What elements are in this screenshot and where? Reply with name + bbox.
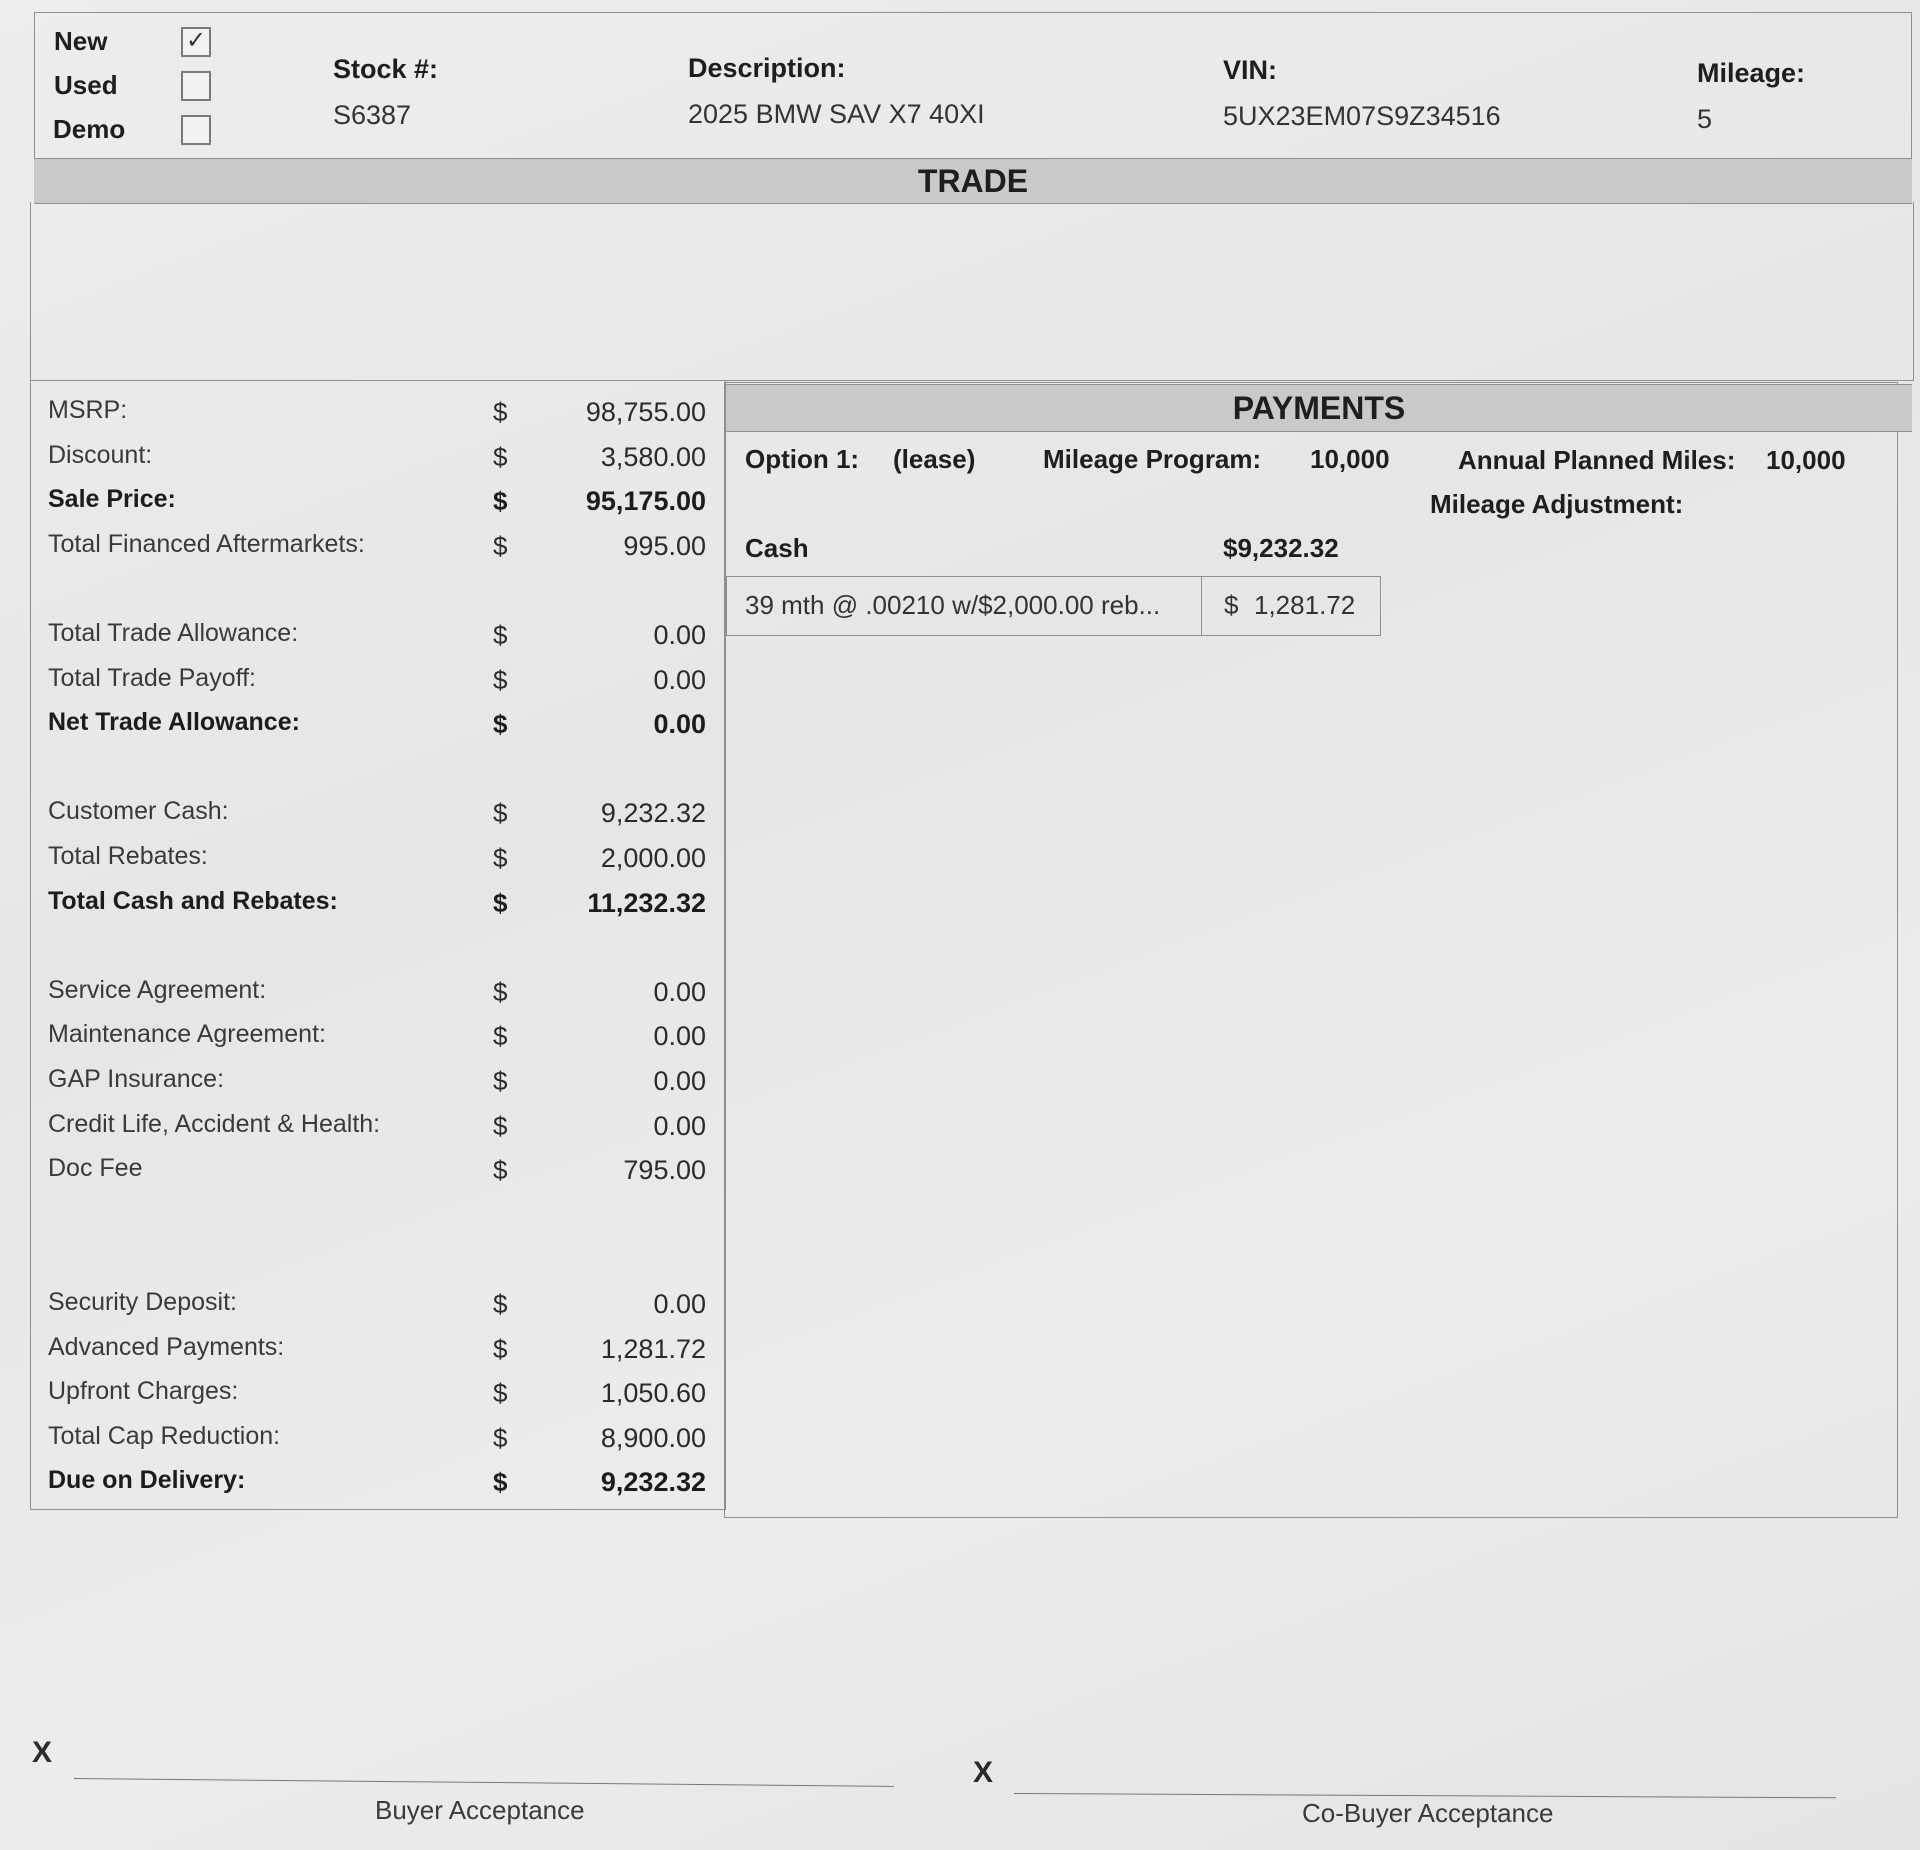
pricing-label: Due on Delivery: — [48, 1466, 246, 1495]
term-text: 39 mth @ .00210 w/$2,000.00 reb... — [745, 590, 1161, 620]
annual-miles-value: 10,000 — [1766, 445, 1846, 475]
condition-checkbox-demo[interactable] — [181, 115, 211, 145]
trade-area — [30, 202, 1914, 381]
payments-section-header: PAYMENTS — [726, 384, 1912, 432]
pricing-value: 0.00 — [653, 664, 706, 695]
cobuyer-acceptance-label: Co-Buyer Acceptance — [1302, 1798, 1554, 1828]
cash-value: $9,232.32 — [1223, 533, 1339, 563]
pricing-value: 795.00 — [623, 1155, 706, 1186]
payment-value: 1,281.72 — [1254, 590, 1356, 620]
description-label: Description: — [688, 53, 846, 83]
pricing-label: Upfront Charges: — [48, 1377, 239, 1406]
mileage-adjustment-label: Mileage Adjustment: — [1430, 489, 1684, 519]
pricing-currency: $ — [493, 709, 508, 740]
pricing-value: 0.00 — [653, 1289, 706, 1319]
pricing-currency: $ — [493, 887, 508, 918]
pricing-value: 11,232.32 — [587, 887, 706, 918]
mileage-label: Mileage: — [1697, 58, 1806, 88]
mileage-program-label: Mileage Program: — [1043, 444, 1262, 474]
pricing-value: 9,232.32 — [600, 798, 706, 829]
pricing-label: Maintenance Agreement: — [48, 1020, 326, 1049]
pricing-label: Customer Cash: — [48, 797, 229, 826]
condition-label-demo: Demo — [53, 114, 126, 144]
payment-amount-cell[interactable] — [1201, 576, 1381, 636]
mileage-program-value: 10,000 — [1310, 444, 1390, 474]
pricing-value: 1,281.72 — [600, 1333, 706, 1364]
pricing-currency: $ — [493, 1289, 508, 1319]
pricing-value: 2,000.00 — [600, 843, 706, 873]
pricing-currency: $ — [493, 1155, 508, 1186]
buyer-acceptance-label: Buyer Acceptance — [375, 1795, 585, 1825]
pricing-value: 0.00 — [653, 620, 706, 650]
pricing-currency: $ — [493, 976, 508, 1007]
buyer-signature-line[interactable] — [74, 1778, 894, 1787]
pricing-label: Discount: — [48, 440, 153, 469]
condition-label-new: New — [54, 26, 108, 56]
pricing-label: MSRP: — [48, 396, 128, 424]
pricing-value: 3,580.00 — [600, 441, 706, 472]
payment-currency: $ — [1224, 590, 1239, 620]
annual-miles-label: Annual Planned Miles: — [1458, 445, 1736, 475]
pricing-currency: $ — [493, 441, 508, 472]
vehicle-info-box — [34, 12, 1912, 160]
vin-label: VIN: — [1223, 55, 1277, 85]
pricing-currency: $ — [493, 530, 508, 561]
pricing-value: 95,175.00 — [585, 486, 706, 517]
option-type: (lease) — [893, 444, 976, 474]
pricing-label: Total Cap Reduction: — [48, 1421, 281, 1450]
pricing-label: Total Financed Aftermarkets: — [48, 529, 365, 558]
buyer-sign-mark: X — [32, 1736, 53, 1769]
pricing-label: Total Rebates: — [48, 842, 208, 870]
vin-value: 5UX23EM07S9Z34516 — [1223, 101, 1501, 131]
pricing-label: Total Trade Payoff: — [48, 663, 256, 692]
pricing-currency: $ — [493, 1333, 508, 1364]
cobuyer-sign-mark: X — [973, 1756, 994, 1789]
pricing-value: 0.00 — [653, 709, 706, 740]
pricing-label: Advanced Payments: — [48, 1332, 285, 1361]
stock-value: S6387 — [333, 100, 412, 130]
pricing-value: 0.00 — [653, 1021, 706, 1052]
pricing-label: Security Deposit: — [48, 1288, 237, 1316]
pricing-value: 98,755.00 — [585, 397, 706, 427]
pricing-currency: $ — [493, 397, 508, 427]
pricing-value: 0.00 — [653, 976, 706, 1007]
pricing-currency: $ — [493, 664, 508, 695]
pricing-value: 0.00 — [653, 1110, 706, 1141]
pricing-value: 995.00 — [623, 530, 706, 561]
payment-option-cell[interactable] — [726, 576, 1202, 636]
condition-label-used: Used — [54, 70, 118, 100]
description-value: 2025 BMW SAV X7 40XI — [688, 99, 985, 129]
stock-label: Stock #: — [333, 54, 439, 84]
cash-label: Cash — [745, 533, 809, 563]
condition-checkbox-new[interactable] — [181, 27, 211, 57]
trade-section-header: TRADE — [34, 158, 1912, 204]
option-label: Option 1: — [745, 444, 860, 474]
pricing-currency: $ — [493, 798, 508, 829]
pricing-label: Total Cash and Rebates: — [48, 886, 338, 915]
pricing-currency: $ — [493, 843, 508, 873]
pricing-currency: $ — [493, 1066, 508, 1096]
pricing-currency: $ — [493, 486, 508, 517]
mileage-value: 5 — [1697, 104, 1713, 134]
pricing-value: 8,900.00 — [600, 1422, 706, 1453]
pricing-currency: $ — [493, 620, 508, 650]
pricing-label: Sale Price: — [48, 485, 176, 514]
pricing-currency: $ — [493, 1422, 508, 1453]
pricing-currency: $ — [493, 1021, 508, 1052]
pricing-currency: $ — [493, 1110, 508, 1141]
pricing-currency: $ — [493, 1467, 508, 1498]
pricing-value: 0.00 — [653, 1066, 706, 1096]
pricing-label: Total Trade Allowance: — [48, 619, 299, 647]
pricing-currency: $ — [493, 1378, 508, 1409]
pricing-label: Net Trade Allowance: — [48, 708, 300, 737]
pricing-value: 1,050.60 — [600, 1378, 706, 1409]
condition-checkbox-used[interactable] — [181, 71, 211, 101]
pricing-label: Doc Fee — [48, 1154, 143, 1183]
pricing-label: Service Agreement: — [48, 975, 267, 1004]
pricing-label: GAP Insurance: — [48, 1065, 225, 1093]
pricing-label: Credit Life, Accident & Health: — [48, 1109, 381, 1138]
pricing-value: 9,232.32 — [600, 1467, 706, 1498]
